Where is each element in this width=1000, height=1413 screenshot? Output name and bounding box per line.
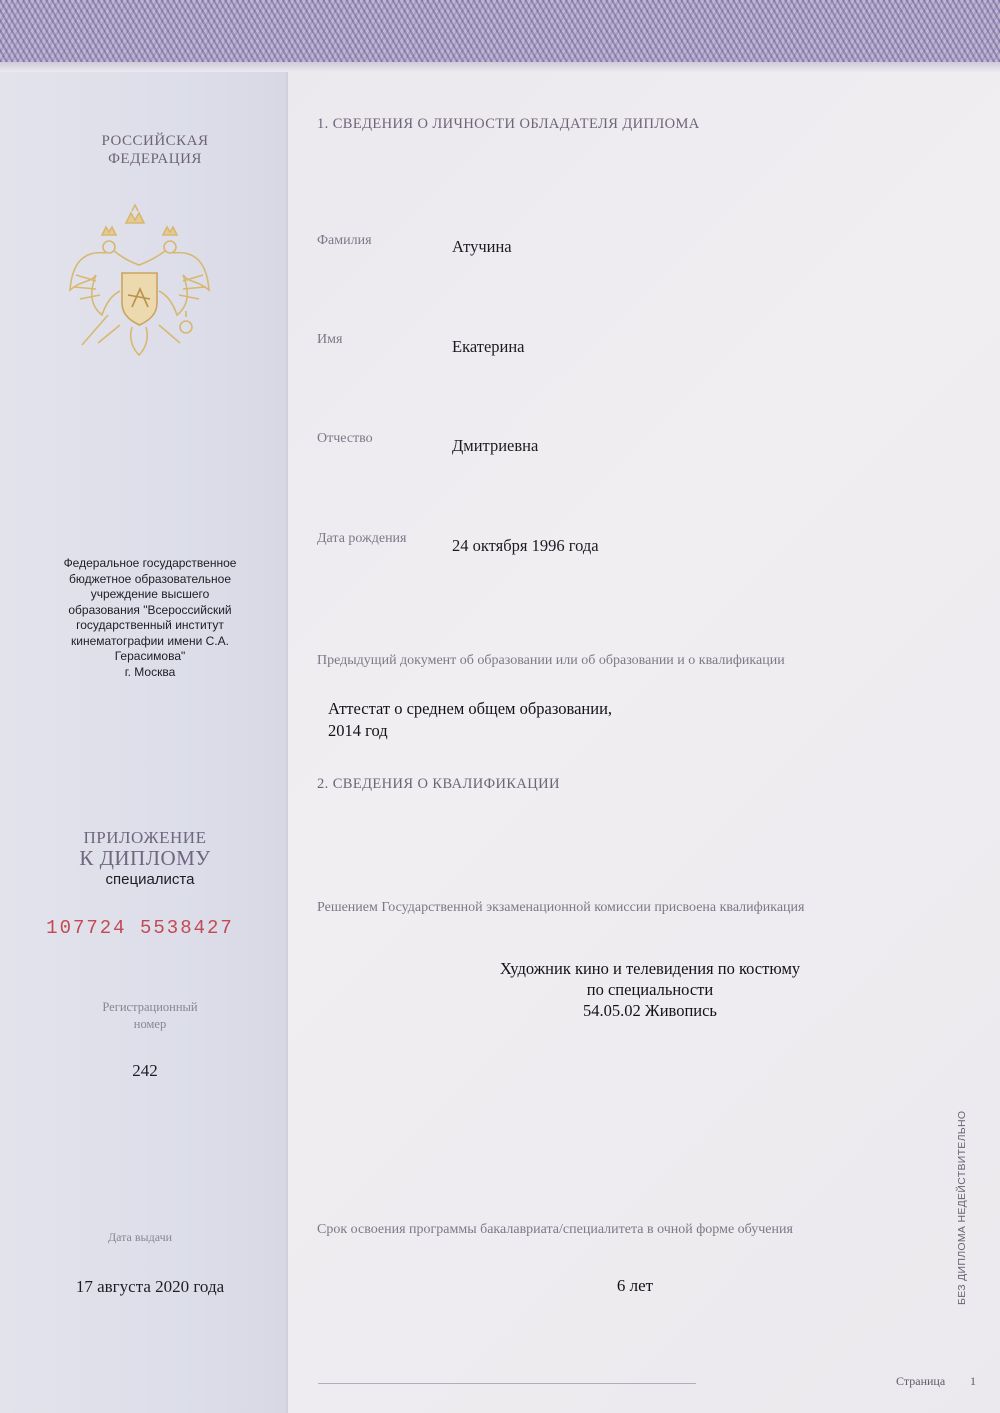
security-pattern-edge	[0, 62, 1000, 72]
institution-line: учреждение высшего	[90, 587, 210, 601]
qualification	[400, 958, 900, 1021]
country-line: ФЕДЕРАЦИЯ	[108, 151, 202, 167]
right-panel	[288, 72, 1000, 1413]
commission-label: Решением Государственной экзаменационной комиссии присвоена квалификация	[317, 900, 805, 915]
surname-value: Атучина	[452, 237, 512, 256]
name-label: Имя	[317, 332, 343, 347]
institution-line: образования "Всероссийский	[68, 602, 232, 617]
institution-line: Герасимова"	[114, 649, 186, 663]
previous-document-label: Предыдущий документ об образовании или об образовании и о квалификации	[317, 653, 785, 668]
dob-value: 24 октября 1996 года	[452, 536, 599, 555]
page-number: 1	[970, 1374, 976, 1388]
institution-line: государственный институт	[76, 618, 224, 632]
study-term-value: 6 лет	[616, 1276, 654, 1295]
country-line: РОССИЙСКАЯ	[101, 133, 209, 149]
registration-label-line: номер	[133, 1017, 167, 1031]
qualification-line: 54.05.02 Живопись	[583, 1001, 717, 1020]
registration-number: 242	[132, 1061, 158, 1080]
institution-line: Федеральное государственное	[63, 556, 237, 570]
dob-label: Дата рождения	[317, 531, 407, 546]
appendix-title-line1: ПРИЛОЖЕНИЕ	[83, 828, 207, 847]
appendix-subtitle: специалиста	[105, 871, 195, 888]
serial-number: 107724 5538427	[46, 917, 234, 939]
registration-label	[60, 999, 240, 1033]
security-pattern-band	[0, 0, 1000, 62]
qualification-line: Художник кино и телевидения по костюму	[499, 959, 801, 978]
section2-title: 2. СВЕДЕНИЯ О КВАЛИФИКАЦИИ	[317, 776, 560, 792]
study-term-label: Срок освоения программы бакалавриата/специалитета в очной форме обучения	[317, 1222, 793, 1237]
appendix-title-line2: К ДИПЛОМУ	[79, 846, 211, 870]
surname-label: Фамилия	[317, 233, 372, 248]
institution-name	[55, 556, 245, 680]
qualification-line: по специальности	[586, 980, 714, 999]
validity-note: БЕЗ ДИПЛОМА НЕДЕЙСТВИТЕЛЬНО	[956, 1110, 968, 1305]
institution-line: г. Москва	[124, 664, 176, 679]
patronymic-label: Отчество	[317, 431, 373, 446]
page-label: Страница	[896, 1374, 946, 1388]
country-name	[60, 132, 250, 168]
previous-document-line2: 2014 год	[328, 721, 388, 740]
appendix-title	[40, 828, 250, 868]
section1-title: 1. СВЕДЕНИЯ О ЛИЧНОСТИ ОБЛАДАТЕЛЯ ДИПЛОМА	[317, 116, 700, 132]
signature-line	[318, 1383, 696, 1384]
name-value: Екатерина	[452, 337, 525, 356]
issue-date-label: Дата выдачи	[107, 1230, 173, 1244]
previous-document-line1: Аттестат о среднем общем образовании,	[328, 699, 613, 718]
issue-date: 17 августа 2020 года	[75, 1277, 225, 1296]
institution-line: бюджетное образовательное	[68, 571, 232, 586]
patronymic-value: Дмитриевна	[452, 436, 539, 455]
russian-coat-of-arms-icon	[62, 195, 217, 360]
registration-label-line: Регистрационный	[102, 1000, 198, 1014]
institution-line: кинематографии имени С.А.	[71, 633, 229, 648]
